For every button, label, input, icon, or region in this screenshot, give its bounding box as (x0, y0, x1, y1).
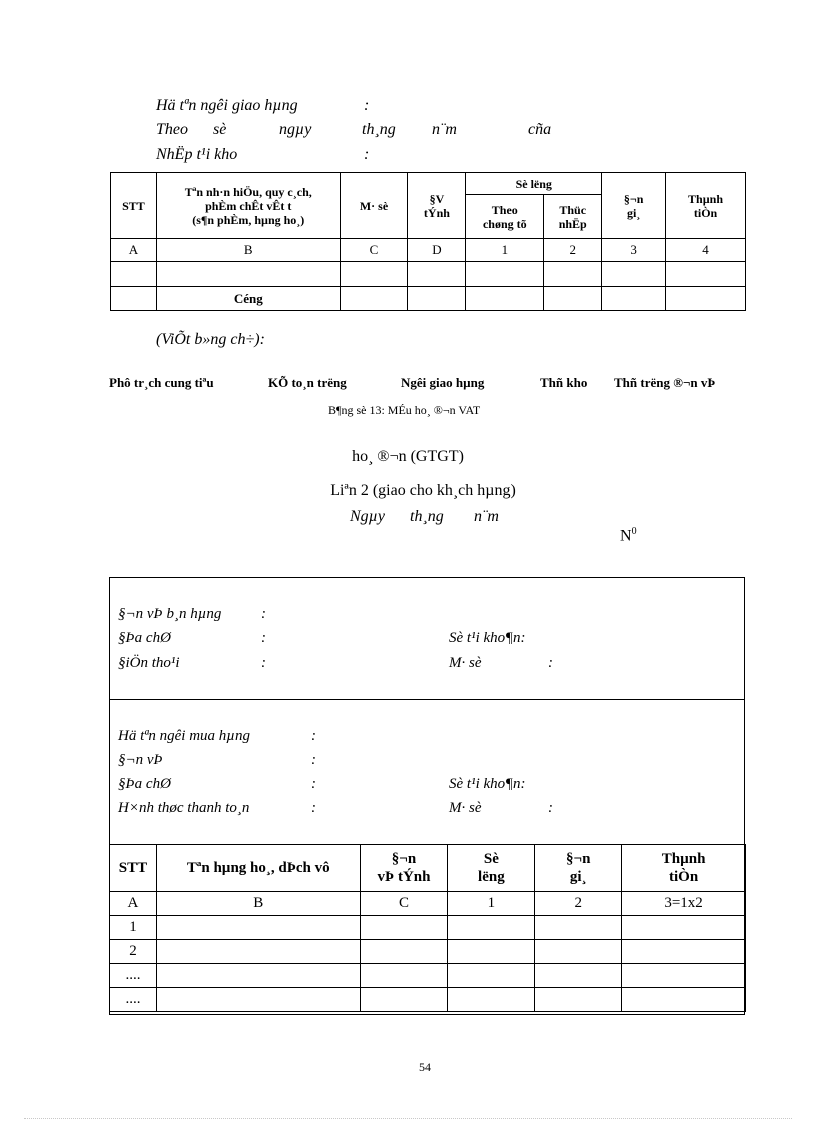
seller-address-colon: : (261, 630, 266, 646)
buyer-code-label: M· sè (449, 800, 482, 816)
day-label: ngµy (279, 121, 312, 138)
seller-unit-colon: : (261, 606, 266, 622)
buyer-code-colon: : (548, 800, 553, 816)
col-code: M· sè (340, 173, 408, 239)
invoice-month-label: th¸ng (410, 508, 444, 525)
signature-unit-head: Thñ trëng ®¬n vÞ (614, 375, 716, 390)
table-row: .... (110, 988, 746, 1012)
month-label: th¸ng (362, 121, 396, 138)
buyer-payment-colon: : (311, 800, 316, 816)
signature-deliverer: Ngêi giao hµng (401, 375, 485, 390)
col-quantity-received: Thüc nhËp (544, 195, 602, 239)
according-to-label: Theo (156, 121, 188, 138)
buyer-address-label: §Þa chØ (118, 776, 171, 792)
buyer-name-label: Hä tªn ngêi mua hµng (118, 728, 250, 744)
table-row: 1 (110, 916, 746, 940)
col-amount: Thµnh tiÒn (666, 173, 746, 239)
table-row: .... (110, 964, 746, 988)
signature-storekeeper: Thñ kho (540, 375, 588, 390)
buyer-address-colon: : (311, 776, 316, 792)
invoice-number: $N^0$ (620, 526, 637, 545)
seller-address-label: §Þa chØ (118, 630, 171, 646)
warehouse-colon: : (364, 146, 370, 163)
year-label: n¨m (432, 121, 457, 138)
section-divider (110, 699, 744, 700)
buyer-account-label: Sè t¹i kho¶n: (449, 776, 526, 792)
buyer-unit-label: §¬n vÞ (118, 752, 163, 768)
col-stt: STT (110, 845, 157, 892)
page-number: 54 (419, 1060, 431, 1074)
col-unit: §V tÝnh (408, 173, 466, 239)
buyer-payment-label: H×nh thøc thanh to¸n (118, 800, 250, 816)
invoice-title: ho¸ ®¬n (GTGT) (352, 448, 464, 465)
col-unit: §¬n vÞ tÝnh (360, 845, 448, 892)
table-row: A B C 1 2 3=1x2 (110, 892, 746, 916)
of-label: cña (528, 121, 552, 138)
total-row: Céng (111, 287, 746, 311)
deliverer-label: Hä tªn ngêi giao hµng (156, 97, 298, 114)
table-caption: B¶ng sè 13: MÉu ho¸ ®¬n VAT (328, 403, 481, 417)
deliverer-colon: : (364, 97, 370, 114)
invoice-items-table (109, 844, 746, 1012)
seller-code-colon: : (548, 655, 553, 671)
seller-account-label: Sè t¹i kho¶n: (449, 630, 526, 646)
page-footer-rule (24, 1118, 792, 1119)
col-quantity-by-document: Theo chøng tõ (466, 195, 544, 239)
signature-supply-manager: Phô tr¸ch cung tiªu (109, 375, 214, 390)
seller-code-label: M· sè (449, 655, 482, 671)
col-price: §¬n gi¸ (535, 845, 622, 892)
written-total: (ViÕt b»ng ch÷): (156, 331, 265, 348)
table-row: 2 (110, 940, 746, 964)
col-name: Tªn nh·n hiÖu, quy c¸ch, phÈm chÊt vÊt t (s¶n phÈm, hµng ho¸) (156, 173, 340, 239)
col-quantity: Sè lëng (466, 173, 602, 195)
table-row (111, 262, 746, 287)
col-quantity: Sè lëng (448, 845, 535, 892)
col-goods-name: Tªn hµng ho¸, dÞch vô (156, 845, 360, 892)
warehouse-label: NhËp t¹i kho (156, 146, 238, 163)
seller-phone-colon: : (261, 655, 266, 671)
number-label: sè (213, 121, 227, 138)
col-price: §¬n gi¸ (602, 173, 666, 239)
invoice-year-label: n¨m (474, 508, 499, 525)
col-stt: STT (111, 173, 157, 239)
receipt-table (110, 172, 746, 311)
seller-unit-label: §¬n vÞ b¸n hµng (118, 606, 222, 622)
invoice-day-label: Ngµy (350, 508, 385, 525)
table-row: A B C D 1 2 3 4 (111, 239, 746, 262)
buyer-name-colon: : (311, 728, 316, 744)
signature-chief-accountant: KÕ to¸n trëng (268, 375, 347, 390)
buyer-unit-colon: : (311, 752, 316, 768)
seller-phone-label: §iÖn tho¹i (118, 655, 180, 671)
invoice-copy: Liªn 2 (giao cho kh¸ch hµng) (330, 482, 516, 499)
col-amount: Thµnh tiÒn (622, 845, 746, 892)
